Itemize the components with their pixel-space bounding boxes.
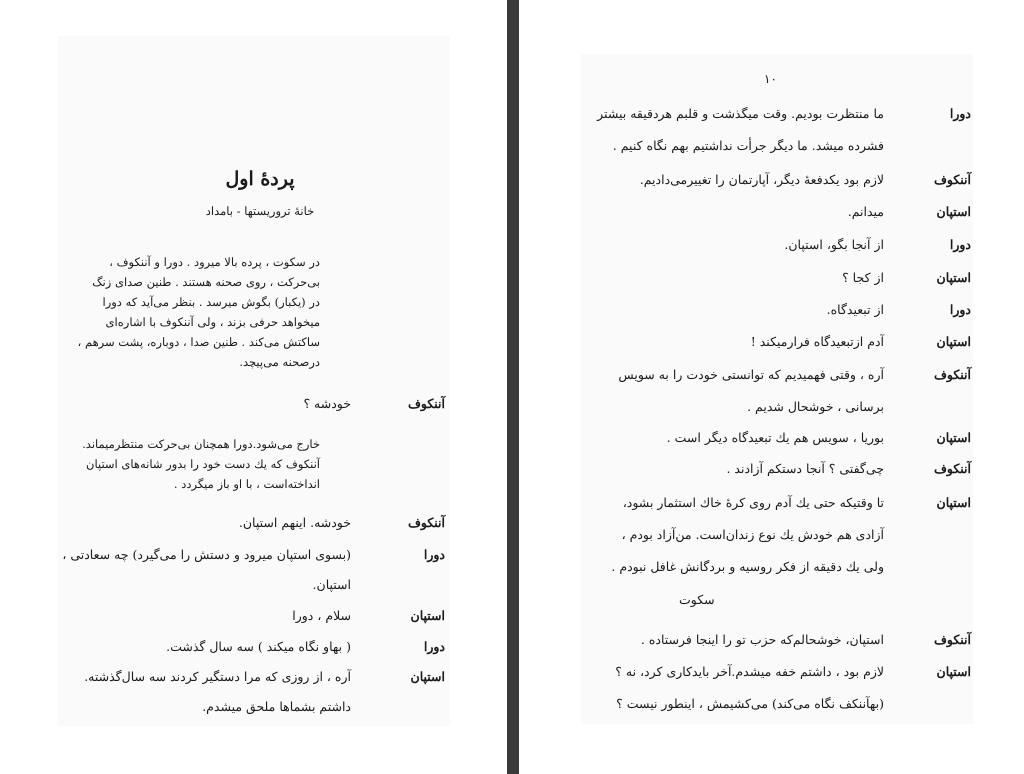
dialogue-line: میدانم.	[847, 204, 884, 219]
page-number: ۱۰	[764, 72, 777, 86]
dialogue-line: (بهآننکف نگاه می‌کند) می‌کشیمش ، اینطور نیست ؟	[616, 696, 884, 711]
speaker-name: آننکوف	[933, 172, 971, 187]
dialogue-line: ما منتظرت بودیم. وقت میگذشت و قلبم هردقیقه بیشتر	[597, 106, 884, 121]
dialogue-row	[519, 268, 1024, 288]
dialogue-row	[0, 606, 507, 626]
stage-direction-opening	[78, 252, 320, 372]
stage-direction-silence: سکوت	[679, 592, 715, 607]
stage-direction-line: خارج می‌شود.دورا همچنان بی‌حرکت منتظرمیماند.	[82, 437, 320, 451]
dialogue-line: داشتم بشماها ملحق میشدم.	[202, 699, 351, 714]
speaker-name: دورا	[949, 237, 971, 252]
dialogue-line: استپان.	[312, 577, 351, 592]
stage-direction-line: میخواهد حرفی بزند ، ولی آننکوف با اشاره‌ای	[105, 315, 320, 329]
dialogue-line: چی‌گفتی ؟ آنجا دستکم آزادند .	[726, 461, 884, 476]
stage-direction-line: در سکوت ، پرده بالا میرود . دورا و آننکوف ،	[109, 255, 320, 269]
dialogue-row	[519, 300, 1024, 320]
dialogue-row	[0, 697, 507, 717]
stage-direction-line: درصحنه می‌پیچد.	[239, 355, 320, 369]
left-page	[0, 0, 507, 774]
dialogue-line: آره ، وقتی فهمیدیم که توانستی خودت را به سویس	[618, 367, 884, 382]
dialogue-row	[0, 667, 507, 687]
dialogue-line: آزادی هم خودش یك نوع زندان‌است. من‌آزاد بودم ،	[621, 527, 884, 542]
dialogue-row	[0, 637, 507, 657]
dialogue-line: استپان، خوشحالم‌که حزب تو را اینجا فرستاده .	[640, 632, 884, 647]
dialogue-row	[519, 202, 1024, 222]
dialogue-line: از آنجا بگو، استپان.	[784, 237, 884, 252]
dialogue-line: ولی یك دقیقه از فکر روسیه و بردگانش غافل نبودم .	[611, 559, 884, 574]
stage-direction-exit	[82, 434, 320, 494]
speaker-name: آننکوف	[933, 632, 971, 647]
dialogue-line: از تبعیدگاه.	[826, 302, 884, 317]
speaker-name: استپان	[936, 664, 971, 679]
dialogue-line: بوریا ، سویس هم یك تبعیدگاه دیگر است .	[666, 430, 884, 445]
dialogue-line: آره ، از روزی که مرا دستگیر کردند سه سال‌گذشته.	[84, 669, 351, 684]
speaker-name: استپان	[936, 270, 971, 285]
scene-subtitle: خانهٔ تروریستها - بامداد	[205, 204, 315, 218]
speaker-name: استپان	[936, 430, 971, 445]
stage-direction-line: در (یکبار) بگوش میرسد . بنظر می‌آید که دورا	[102, 295, 320, 309]
stage-direction-line: ساکتش می‌کند . طنین صدا ، دوباره، پشت سرهم ،	[77, 335, 320, 349]
dialogue-row	[519, 493, 1024, 513]
speaker-name: استپان	[936, 334, 971, 349]
speaker-name: استپان	[936, 495, 971, 510]
speaker-name: استپان	[936, 204, 971, 219]
speaker-name: آننکوف	[933, 367, 971, 382]
dialogue-row	[0, 394, 507, 414]
dialogue-row	[519, 428, 1024, 448]
dialogue-line: تا وقتیکه حتی یك آدم روی کرهٔ خاك استثمار بشود،	[622, 495, 884, 510]
stage-direction-line: آننکوف که یك دست خود را بدور شانه‌های استپان	[86, 457, 320, 471]
dialogue-line: خودشه ؟	[303, 396, 351, 411]
dialogue-line: از کجا ؟	[842, 270, 884, 285]
dialogue-row	[519, 332, 1024, 352]
dialogue-line: (بسوی استپان میرود و دستش را می‌گیرد) چه سعادتی ،	[62, 547, 351, 562]
dialogue-row	[519, 525, 1024, 545]
dialogue-row	[519, 170, 1024, 190]
speaker-name: دورا	[949, 106, 971, 121]
dialogue-row	[0, 513, 507, 533]
dialogue-row	[519, 557, 1024, 577]
right-page	[519, 0, 1024, 774]
dialogue-row	[519, 104, 1024, 124]
dialogue-row	[519, 365, 1024, 385]
dialogue-line: لازم بود ، داشتم خفه میشدم.آخر بایدکاری کرد، نه ؟	[615, 664, 884, 679]
dialogue-line: خودشه. اینهم استپان.	[238, 515, 351, 530]
dialogue-line: سلام ، دورا	[292, 608, 351, 623]
speaker-name: دورا	[949, 302, 971, 317]
dialogue-line: برسانی ، خوشحال شدیم .	[747, 399, 884, 414]
speaker-name: دورا	[423, 639, 445, 654]
dialogue-row	[519, 459, 1024, 479]
dialogue-line: ( بهاو نگاه میکند ) سه سال گذشت.	[166, 639, 351, 654]
act-title: پردهٔ اول	[225, 168, 295, 190]
dialogue-row	[0, 575, 507, 595]
dialogue-row	[519, 235, 1024, 255]
dialogue-row	[519, 136, 1024, 156]
dialogue-line: آدم ازتبعیدگاه فرارمیکند !	[750, 334, 884, 349]
dialogue-row	[519, 694, 1024, 714]
dialogue-row	[519, 630, 1024, 650]
dialogue-line: لازم بود یکدفعهٔ دیگر، آپارتمان را تغییرمی‌دادیم.	[639, 172, 884, 187]
dialogue-row	[0, 545, 507, 565]
speaker-name: استپان	[410, 608, 445, 623]
speaker-name: آننکوف	[407, 396, 445, 411]
dialogue-line: فشرده میشد. ما دیگر جرأت نداشتیم بهم نگاه کنیم .	[612, 138, 884, 153]
speaker-name: آننکوف	[933, 461, 971, 476]
stage-direction-line: انداخته‌است ، با او باز میگردد .	[173, 477, 320, 491]
speaker-name: آننکوف	[407, 515, 445, 530]
dialogue-row	[519, 662, 1024, 682]
speaker-name: دورا	[423, 547, 445, 562]
stage-direction-line: بی‌حرکت ، روی صحنه هستند . طنین صدای زنگ	[92, 275, 320, 289]
dialogue-row	[519, 397, 1024, 417]
speaker-name: استپان	[410, 669, 445, 684]
book-spine-divider	[507, 0, 519, 774]
